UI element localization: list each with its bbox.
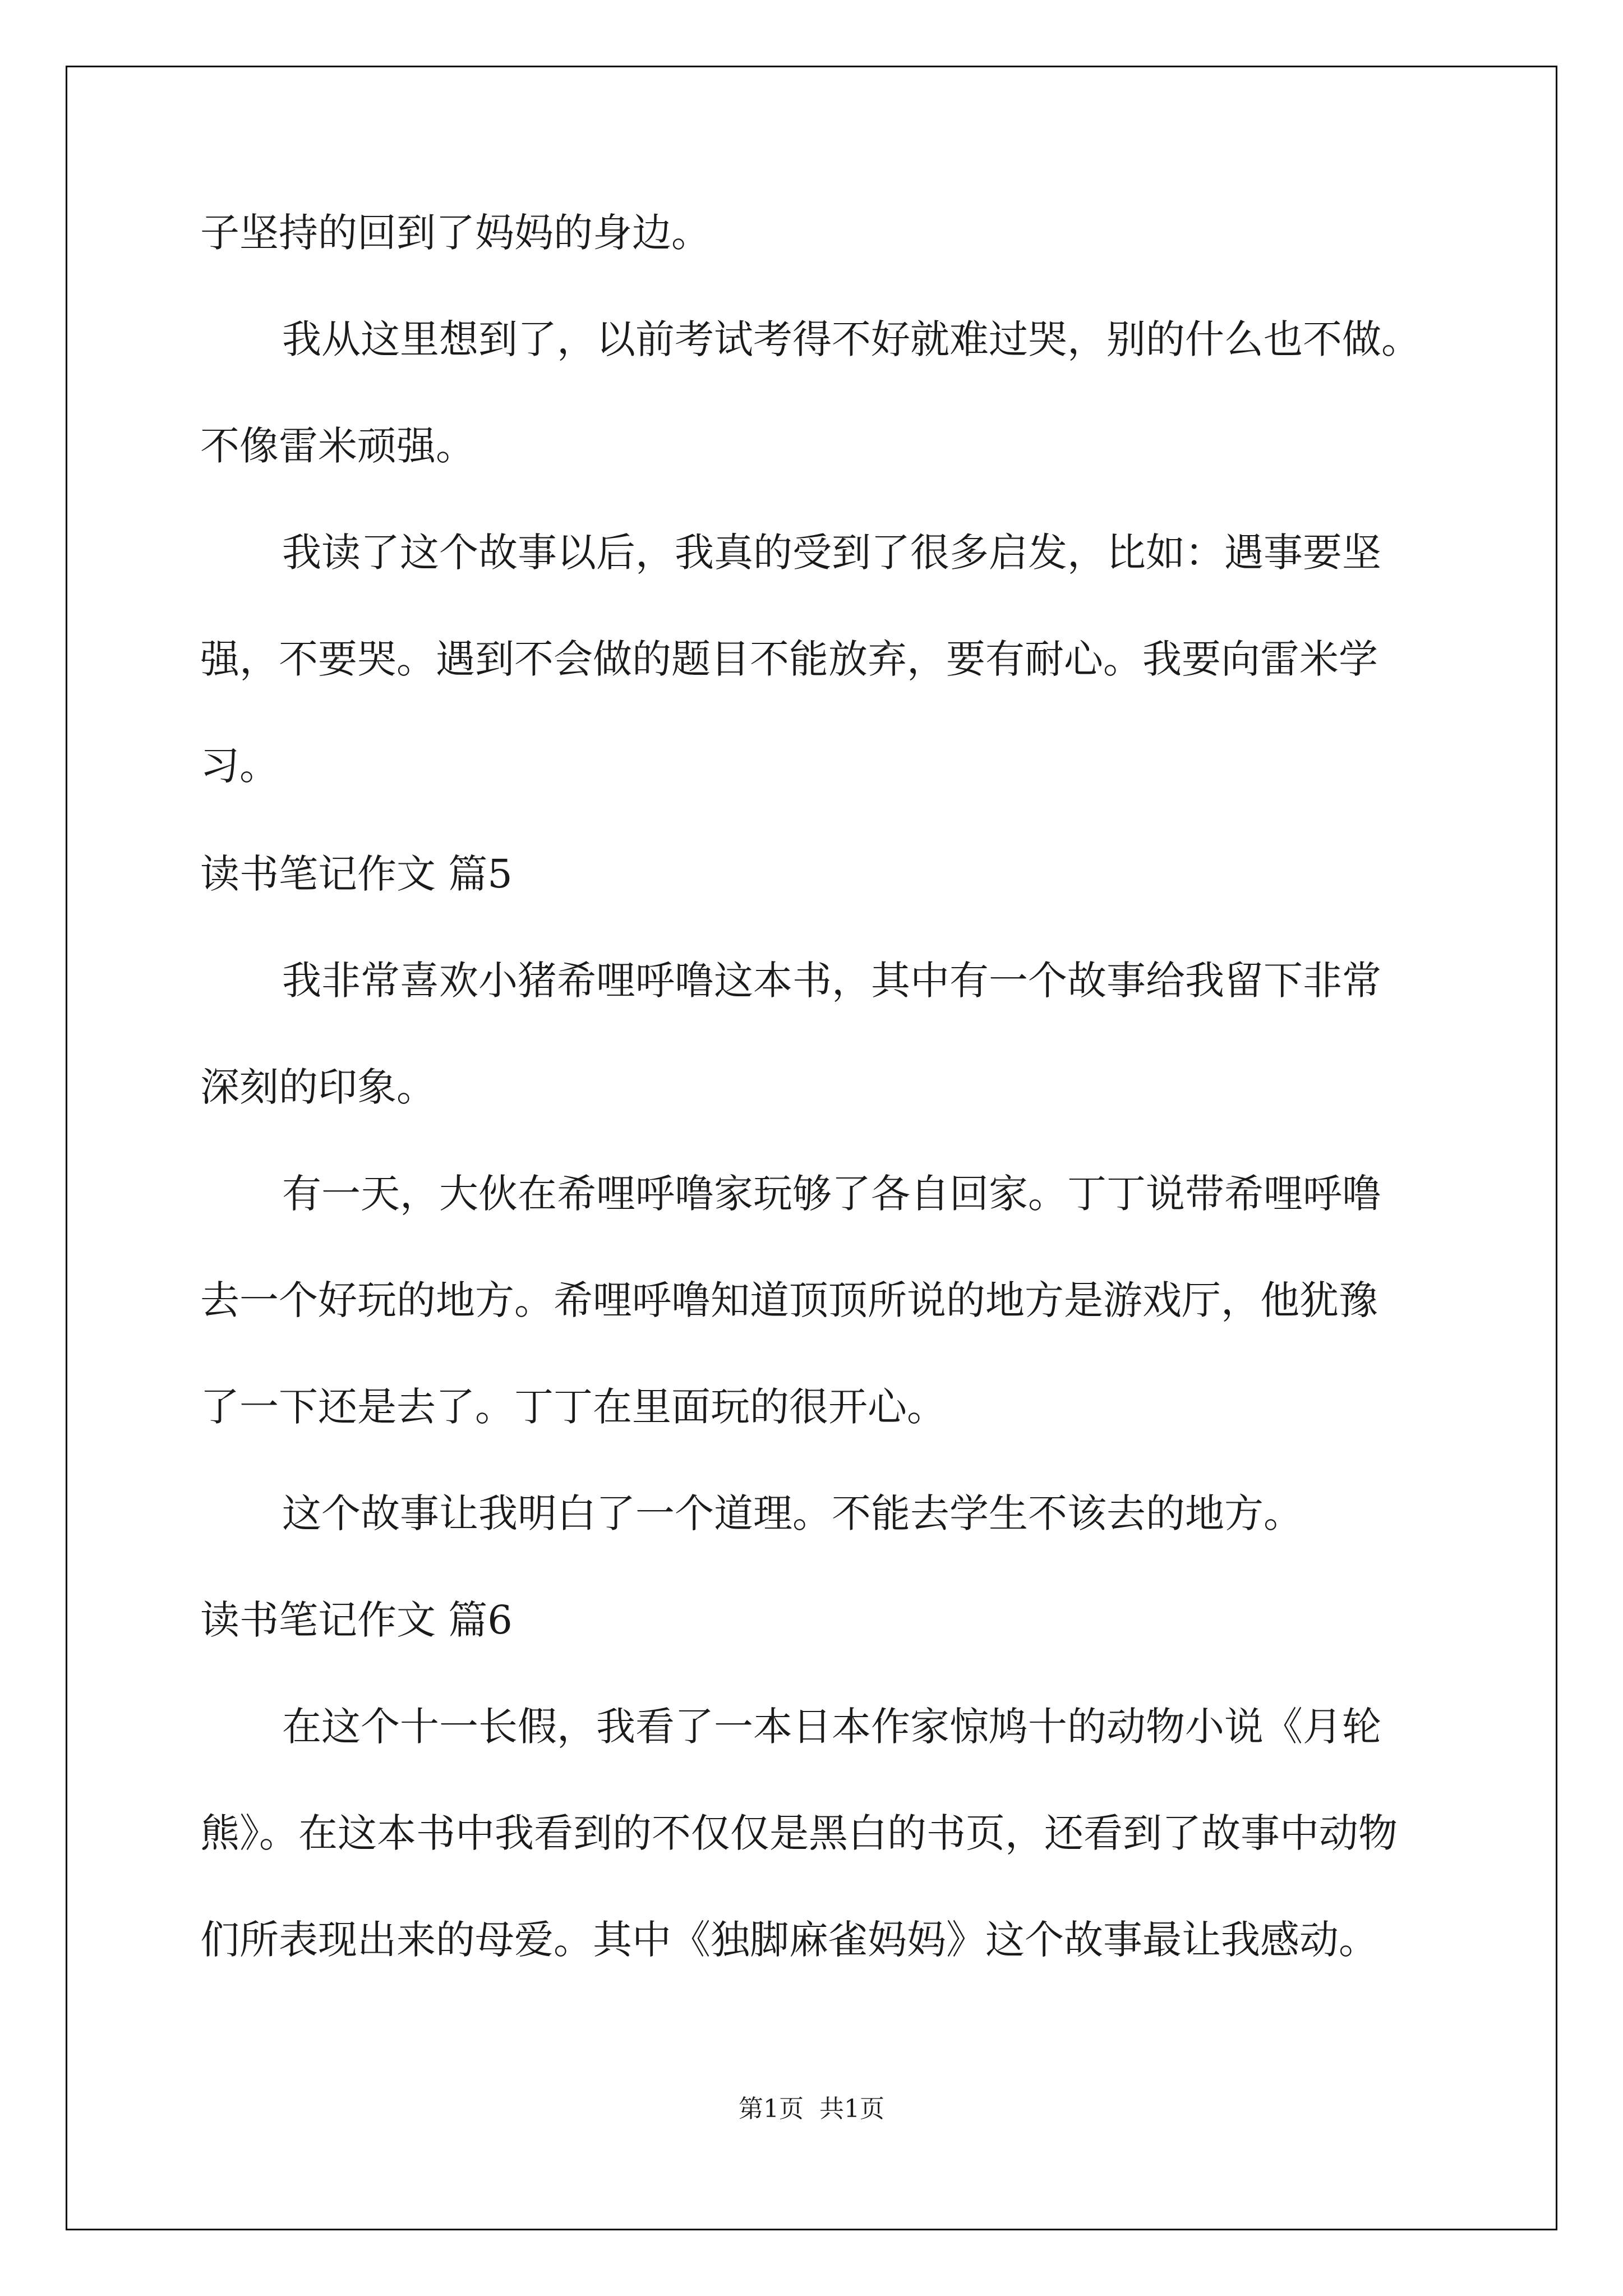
paragraph-line: 这个故事让我明白了一个道理。不能去学生不该去的地方。 (282, 1490, 1303, 1536)
paragraph-line: 子坚持的回到了妈妈的身边。 (200, 210, 711, 256)
paragraph-line: 习。 (200, 743, 279, 789)
page-footer: 第1页 共1页 (739, 2095, 884, 2123)
paragraph-line: 在这个十一长假，我看了一本日本作家惊鸠十的动物小说《月轮 (282, 1704, 1381, 1750)
section-heading: 读书笔记作文 篇5 (200, 851, 513, 897)
paragraph-line: 了一下还是去了。丁丁在里面玩的很开心。 (200, 1384, 946, 1430)
section-heading: 读书笔记作文 篇6 (200, 1597, 513, 1643)
paragraph-line: 我从这里想到了，以前考试考得不好就难过哭，别的什么也不做。 (282, 316, 1421, 362)
paragraph-line: 我非常喜欢小猪希哩呼噜这本书，其中有一个故事给我留下非常 (282, 958, 1381, 1004)
page-border (66, 66, 1557, 2230)
paragraph-line: 们所表现出来的母爱。其中《独脚麻雀妈妈》这个故事最让我感动。 (200, 1917, 1378, 1963)
paragraph-line: 熊》。在这本书中我看到的不仅仅是黑白的书页，还看到了故事中动物 (200, 1810, 1398, 1856)
paragraph-line: 我读了这个故事以后，我真的受到了很多启发，比如：遇事要坚 (282, 530, 1381, 576)
paragraph-line: 强，不要哭。遇到不会做的题目不能放弃，要有耐心。我要向雷米学 (200, 636, 1378, 682)
paragraph-line: 深刻的印象。 (200, 1064, 436, 1110)
paragraph-line: 有一天，大伙在希哩呼噜家玩够了各自回家。丁丁说带希哩呼噜 (282, 1171, 1381, 1217)
paragraph-line: 不像雷米顽强。 (200, 423, 475, 469)
paragraph-line: 去一个好玩的地方。希哩呼噜知道顶顶所说的地方是游戏厅，他犹豫 (200, 1277, 1378, 1323)
